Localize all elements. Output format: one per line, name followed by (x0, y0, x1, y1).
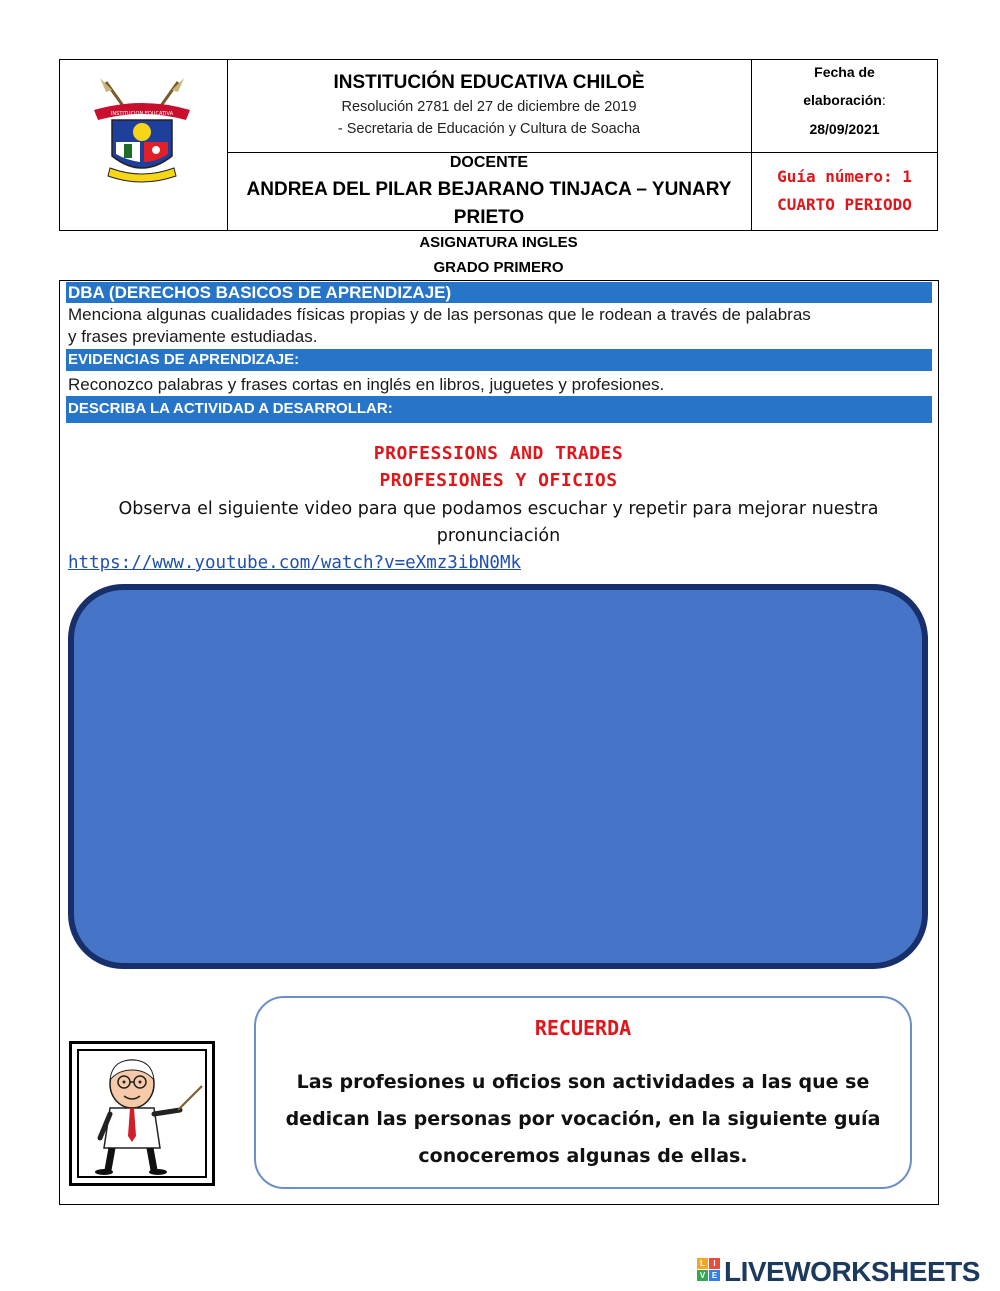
secretaria-text: - Secretaria de Educación y Cultura de Soacha (337, 121, 641, 137)
date-colon: : (881, 92, 886, 108)
dba-text-2: y frases previamente estudiadas. (68, 327, 318, 346)
header-divider (227, 152, 937, 153)
recuerda-title: RECUERDA (534, 1016, 632, 1040)
heading-english: PROFESSIONS AND TRADES (373, 443, 624, 464)
actividad-title-bar: DESCRIBA LA ACTIVIDAD A DESARROLLAR: (66, 396, 932, 423)
liveworksheets-brand[interactable]: LIVEWORKSHEETS (724, 1256, 980, 1287)
dba-text: Menciona algunas cualidades físicas propias y de las personas que le rodean a través de palabras (68, 305, 811, 324)
recuerda-text-2: dedican las personas por vocación, en la siguiente guía (285, 1108, 881, 1130)
video-placeholder[interactable] (68, 584, 928, 969)
teacher-names-2: PRIETO (453, 207, 525, 228)
teacher-label: DOCENTE (449, 154, 529, 171)
period-label: CUARTO PERIODO (777, 195, 912, 214)
date-value: 28/09/2021 (809, 121, 880, 137)
badge-letter: E (709, 1270, 720, 1281)
guide-number: Guía número: 1 (777, 167, 912, 186)
institution-name: INSTITUCIÓN EDUCATIVA CHILOÈ (333, 72, 645, 93)
recuerda-text: Las profesiones u oficios son actividades a las que se (296, 1071, 870, 1093)
date-label-word: elaboración (803, 92, 882, 108)
liveworksheets-badge-icon (697, 1258, 721, 1282)
resolution-text: Resolución 2781 del 27 de diciembre de 2019 (341, 99, 637, 115)
dba-title-bar: DBA (DERECHOS BASICOS DE APRENDIZAJE) (66, 282, 932, 303)
recuerda-text-3: conoceremos algunas de ellas. (418, 1145, 748, 1167)
teacher-cartoon-icon (80, 1052, 204, 1176)
date-label: Fecha de (814, 64, 875, 80)
instruction-text-2: pronunciación (436, 526, 561, 546)
badge-letter: V (697, 1270, 708, 1281)
teacher-cartoon-frame (69, 1041, 215, 1186)
logo-banner-text: INSTITUCION EDUCATIVA (110, 111, 174, 117)
badge-letter: L (697, 1258, 708, 1269)
video-link[interactable]: https://www.youtube.com/watch?v=eXmz3ibN0Mk (68, 553, 522, 573)
badge-letter: I (709, 1258, 720, 1269)
subject-label: ASIGNATURA INGLES (419, 234, 578, 251)
instruction-text: Observa el siguiente video para que podamos escuchar y repetir para mejorar nuestra (118, 499, 879, 519)
evidencias-text: Reconozco palabras y frases cortas en inglés en libros, juguetes y profesiones. (68, 375, 665, 394)
heading-spanish: PROFESIONES Y OFICIOS (379, 470, 618, 491)
grade-label: GRADO PRIMERO (433, 259, 564, 276)
school-logo (86, 76, 198, 188)
school-crest-icon (86, 76, 198, 188)
date-label-2 (752, 92, 937, 108)
teacher-names: ANDREA DEL PILAR BEJARANO TINJACA – YUNARY (246, 179, 732, 200)
evidencias-title-bar: EVIDENCIAS DE APRENDIZAJE: (66, 349, 932, 371)
